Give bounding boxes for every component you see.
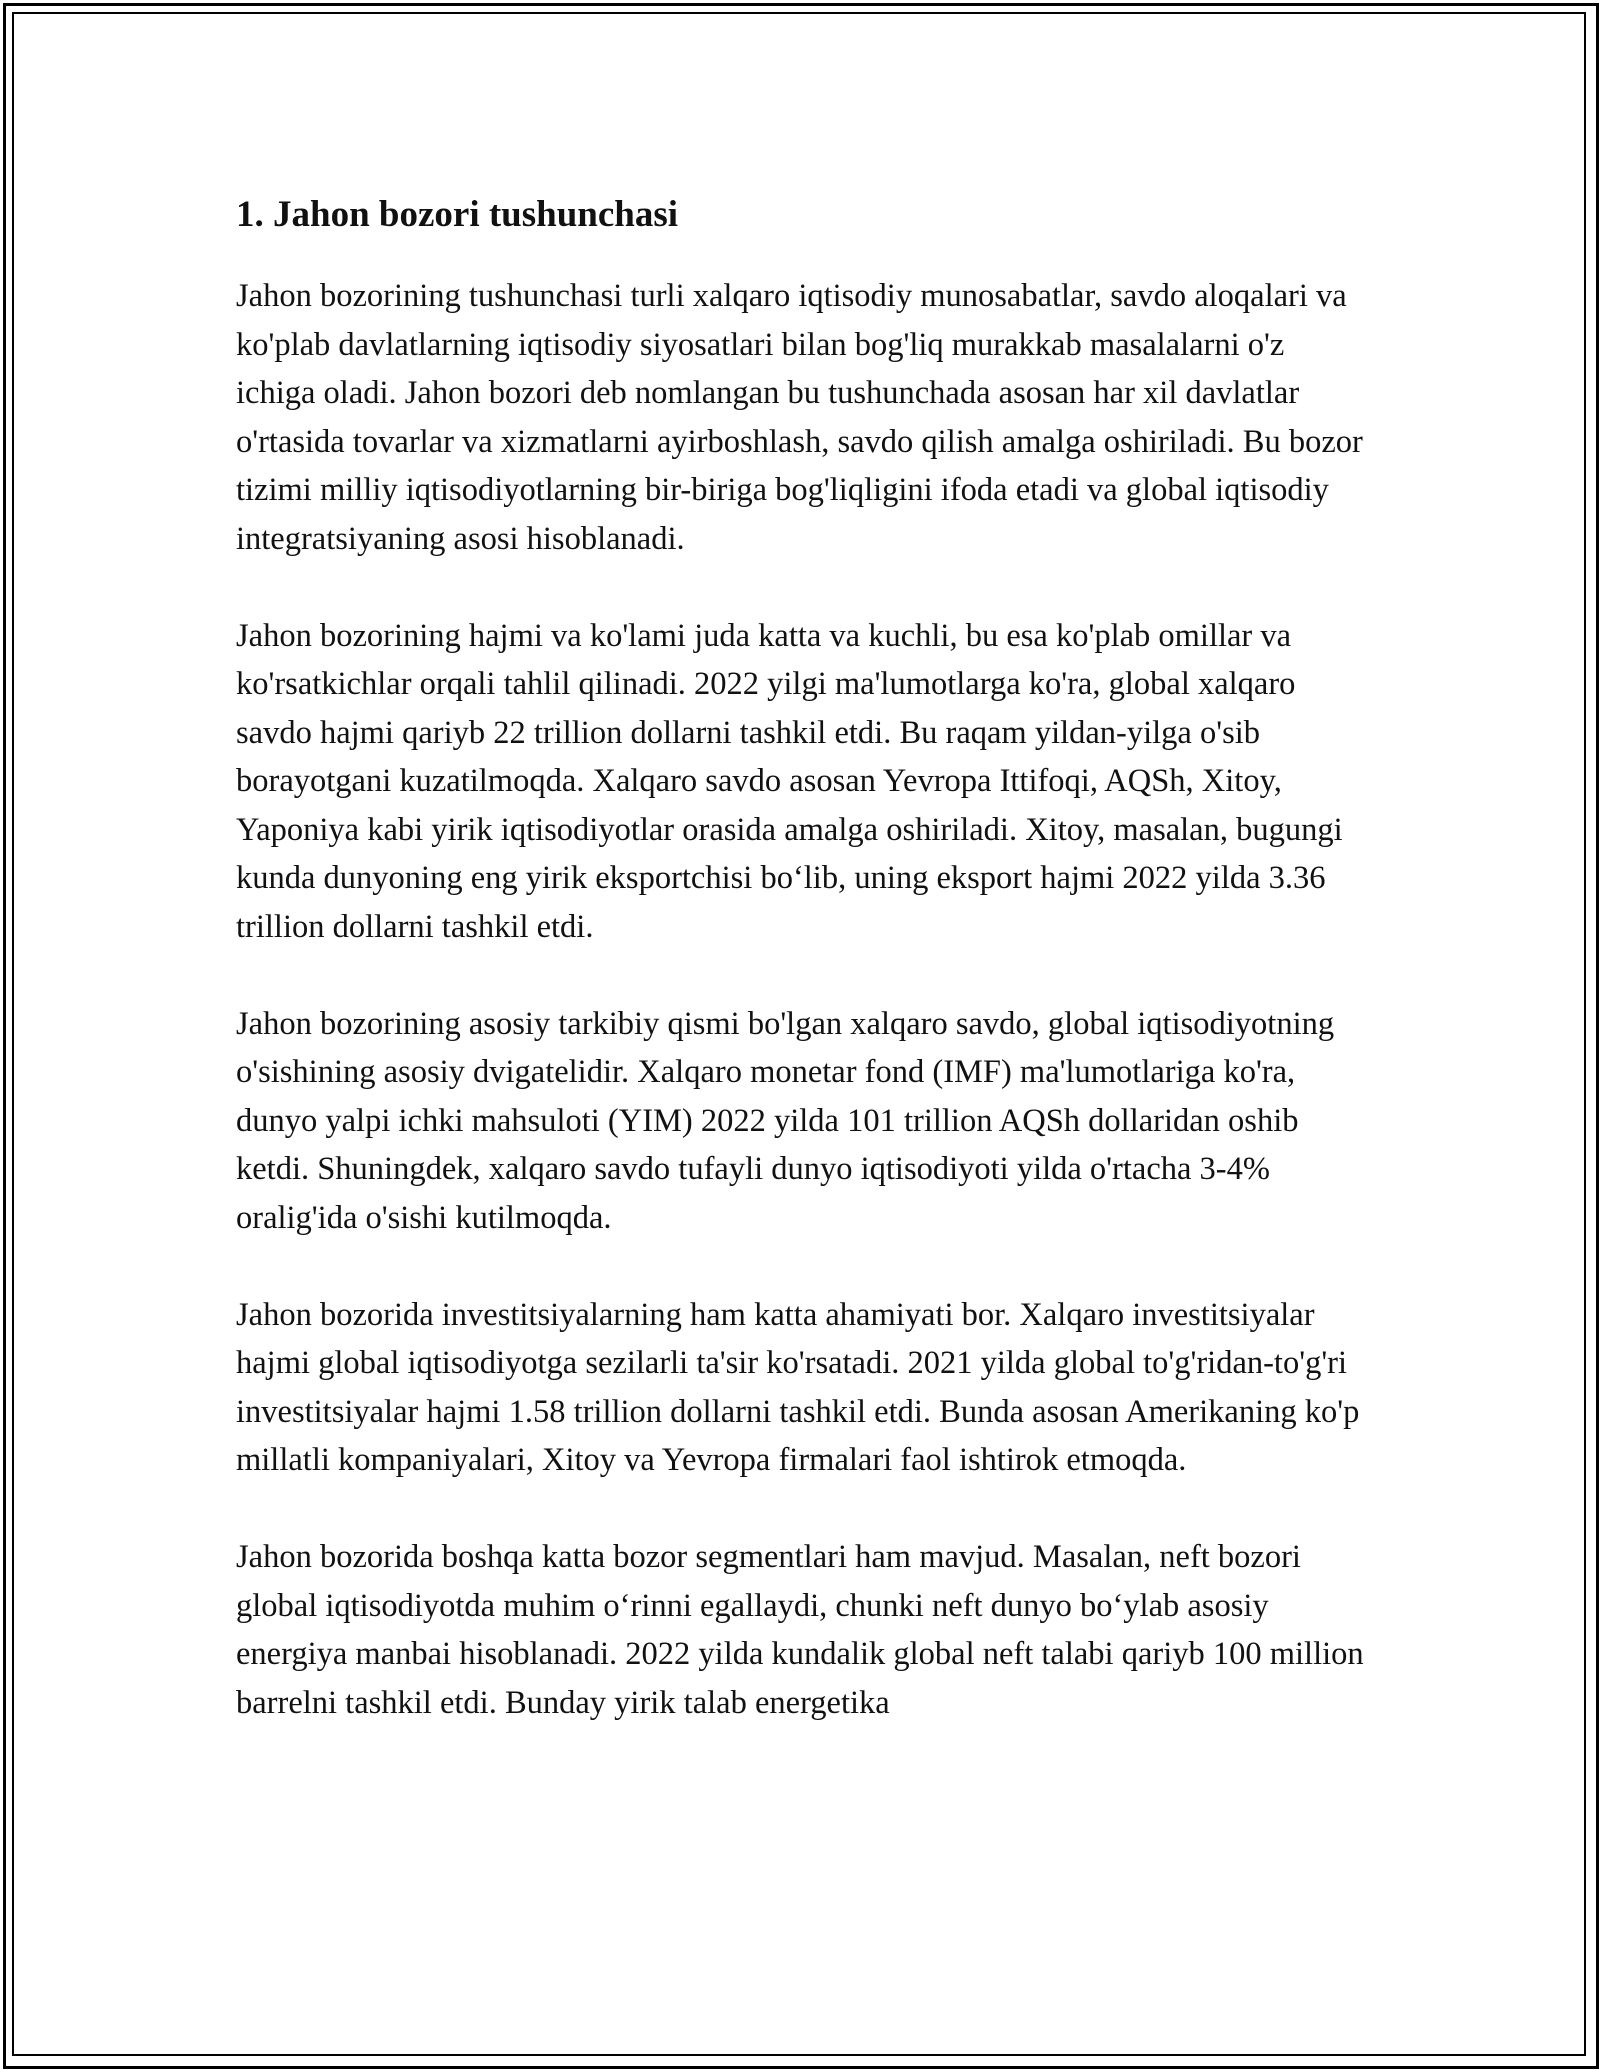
paragraph-2: Jahon bozorining hajmi va ko'lami juda katta va kuchli, bu esa ko'plab omillar va ko'rsatkichlar orqali tahlil qilinadi. 2022 yilgi ma'lumotlarga ko'ra, global xalqaro savdo hajmi qariyb 22 trillion dollarni tashkil etdi. Bu raqam yildan-yilga o'sib borayotgani kuzatilmoqda. Xalqaro savdo asosan Yevropa Ittifoqi, AQSh, Xitoy, Yaponiya kabi yirik iqtisodiyotlar orasida amalga oshiriladi. Xitoy, masalan, bugungi kunda dunyoning eng yirik eksportchisi bo‘lib, uning eksport hajmi 2022 yilda 3.36 trillion dollarni tashkil etdi. bbox=[236, 617, 1343, 945]
paragraph-4: Jahon bozorida investitsiyalarning ham katta ahamiyati bor. Xalqaro investitsiyalar hajmi global iqtisodiyotga sezilarli ta'sir ko'rsatadi. 2021 yilda global to'g'ridan-to'g'ri investitsiyalar hajmi 1.58 trillion dollarni tashkil etdi. Bunda asosan Amerikaning ko'p millatli kompaniyalari, Xitoy va Yevropa firmalari faol ishtirok etmoqda. bbox=[236, 1296, 1360, 1478]
document-body bbox=[236, 184, 1366, 1776]
paragraph-3: Jahon bozorining asosiy tarkibiy qismi bo'lgan xalqaro savdo, global iqtisodiyotning o'sishining asosiy dvigatelidir. Xalqaro monetar fond (IMF) ma'lumotlariga ko'ra, dunyo yalpi ichki mahsuloti (YIM) 2022 yilda 101 trillion AQSh dollaridan oshib ketdi. Shuningdek, xalqaro savdo tufayli dunyo iqtisodiyoti yilda o'rtacha 3-4% oralig'ida o'sishi kutilmoqda. bbox=[236, 1005, 1335, 1236]
section-heading: 1. Jahon bozori tushunchasi bbox=[236, 194, 679, 235]
paragraph-5: Jahon bozorida boshqa katta bozor segmentlari ham mavjud. Masalan, neft bozori global iqtisodiyotda muhim o‘rinni egallaydi, chunki neft dunyo bo‘ylab asosiy energiya manbai hisoblanadi. 2022 yilda kundalik global neft talabi qariyb 100 million barrelni tashkil etdi. Bunday yirik talab energetika bbox=[236, 1539, 1364, 1721]
paragraph-1: Jahon bozorining tushunchasi turli xalqaro iqtisodiy munosabatlar, savdo aloqalari va ko'plab davlatlarning iqtisodiy siyosatlari bilan bog'liq murakkab masalalarni o'z ichiga oladi. Jahon bozori deb nomlangan bu tushunchada asosan har xil davlatlar o'rtasida tovarlar va xizmatlarni ayirboshlash, savdo qilish amalga oshiriladi. Bu bozor tizimi milliy iqtisodiyotlarning bir-biriga bog'liqligini ifoda etadi va global iqtisodiy integratsiyaning asosi hisoblanadi. bbox=[236, 278, 1363, 557]
